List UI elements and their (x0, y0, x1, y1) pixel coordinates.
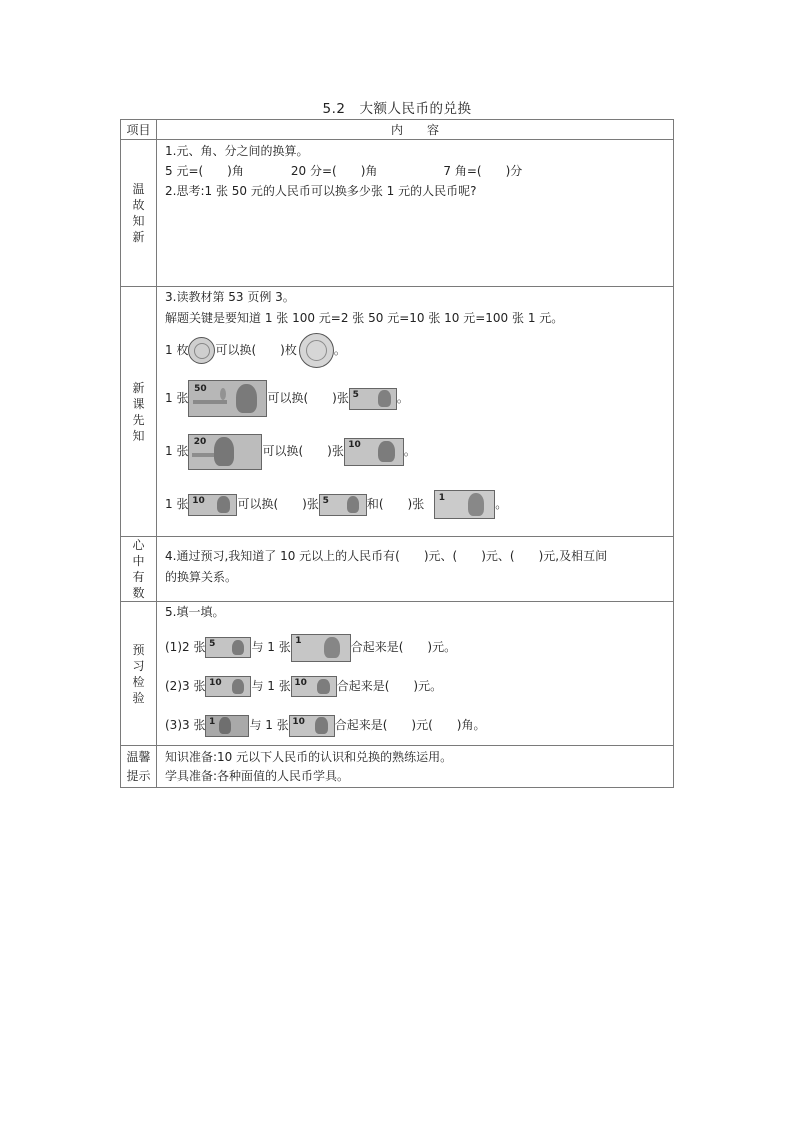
row-content-heart (157, 537, 674, 602)
row-label-check: 预习检验 (121, 602, 157, 746)
row-label-review: 温故知新 (121, 140, 157, 287)
banknote-1-icon: 1 (291, 634, 351, 662)
tips-line-2: 学具准备:各种面值的人民币学具。 (165, 769, 350, 783)
new-coin-line: 1 枚 可以换( )枚 。 (165, 332, 346, 368)
tips-line-1: 知识准备:10 元以下人民币的认识和兑换的熟练运用。 (165, 750, 453, 764)
row-label-heart: 心中有数 (121, 537, 157, 602)
row-content-new (157, 287, 674, 537)
row-review (121, 140, 674, 287)
row-tips (121, 746, 674, 788)
banknote-50-icon: 50 (188, 380, 267, 417)
header-row (121, 120, 674, 140)
review-q1-line: 5 元=( )角 20 分=( )角 7 角=( )分 (165, 164, 523, 178)
banknote-5-icon: 5 (205, 637, 251, 658)
coin-1yuan-icon (299, 333, 334, 368)
worksheet-table (120, 119, 674, 788)
banknote-10-icon: 10 (289, 715, 335, 737)
review-q1: 1.元、角、分之间的换算。 (165, 144, 309, 158)
banknote-1-icon: 1 (205, 715, 249, 737)
row-content-tips (157, 746, 674, 788)
banknote-10-icon: 10 (344, 438, 404, 466)
new-key: 解题关键是要知道 1 张 100 元=2 张 50 元=10 张 10 元=100 张 1 元。 (165, 311, 564, 325)
row-heart (121, 537, 674, 602)
banknote-10-icon: 10 (205, 676, 251, 697)
review-q2: 2.思考:1 张 50 元的人民币可以换多少张 1 元的人民币呢? (165, 184, 477, 198)
check-q5: 5.填一填。 (165, 605, 225, 619)
new-q3: 3.读教材第 53 页例 3。 (165, 290, 295, 304)
banknote-5-icon: 5 (349, 388, 397, 410)
check-p2: (2)3 张 10 与 1 张 10 合起来是( )元。 (165, 673, 442, 699)
banknote-1-icon: 1 (434, 490, 495, 519)
page-title: 5.2 大额人民币的兑换 (322, 101, 472, 117)
heart-line-1: 4.通过预习,我知道了 10 元以上的人民币有( )元、( )元、( )元,及相互间 (165, 549, 608, 563)
header-col-content: 内 容 (157, 120, 674, 140)
row-label-tips: 温馨提示 (121, 746, 157, 788)
banknote-10-icon: 10 (291, 676, 337, 697)
banknote-5-icon: 5 (319, 494, 367, 516)
new-20-line: 1 张 20 可以换( )张 10 。 (165, 432, 416, 470)
row-new (121, 287, 674, 537)
check-p3: (3)3 张 1 与 1 张 10 合起来是( )元( )角。 (165, 711, 485, 739)
heart-line-2: 的换算关系。 (165, 570, 238, 584)
banknote-20-icon: 20 (188, 434, 262, 470)
row-content-check (157, 602, 674, 746)
row-content-review (157, 140, 674, 287)
check-p1: (1)2 张 5 与 1 张 1 合起来是( )元。 (165, 631, 456, 663)
header-col-item: 项目 (121, 120, 157, 140)
new-10-line: 1 张 10 可以换( )张 5 和( )张 1 。 (165, 487, 507, 521)
coin-1jiao-icon (188, 337, 215, 364)
row-label-new: 新课先知 (121, 287, 157, 537)
banknote-10-icon: 10 (188, 494, 237, 516)
row-check (121, 602, 674, 746)
new-50-line: 1 张 50 可以换( )张 5 。 (165, 379, 409, 417)
